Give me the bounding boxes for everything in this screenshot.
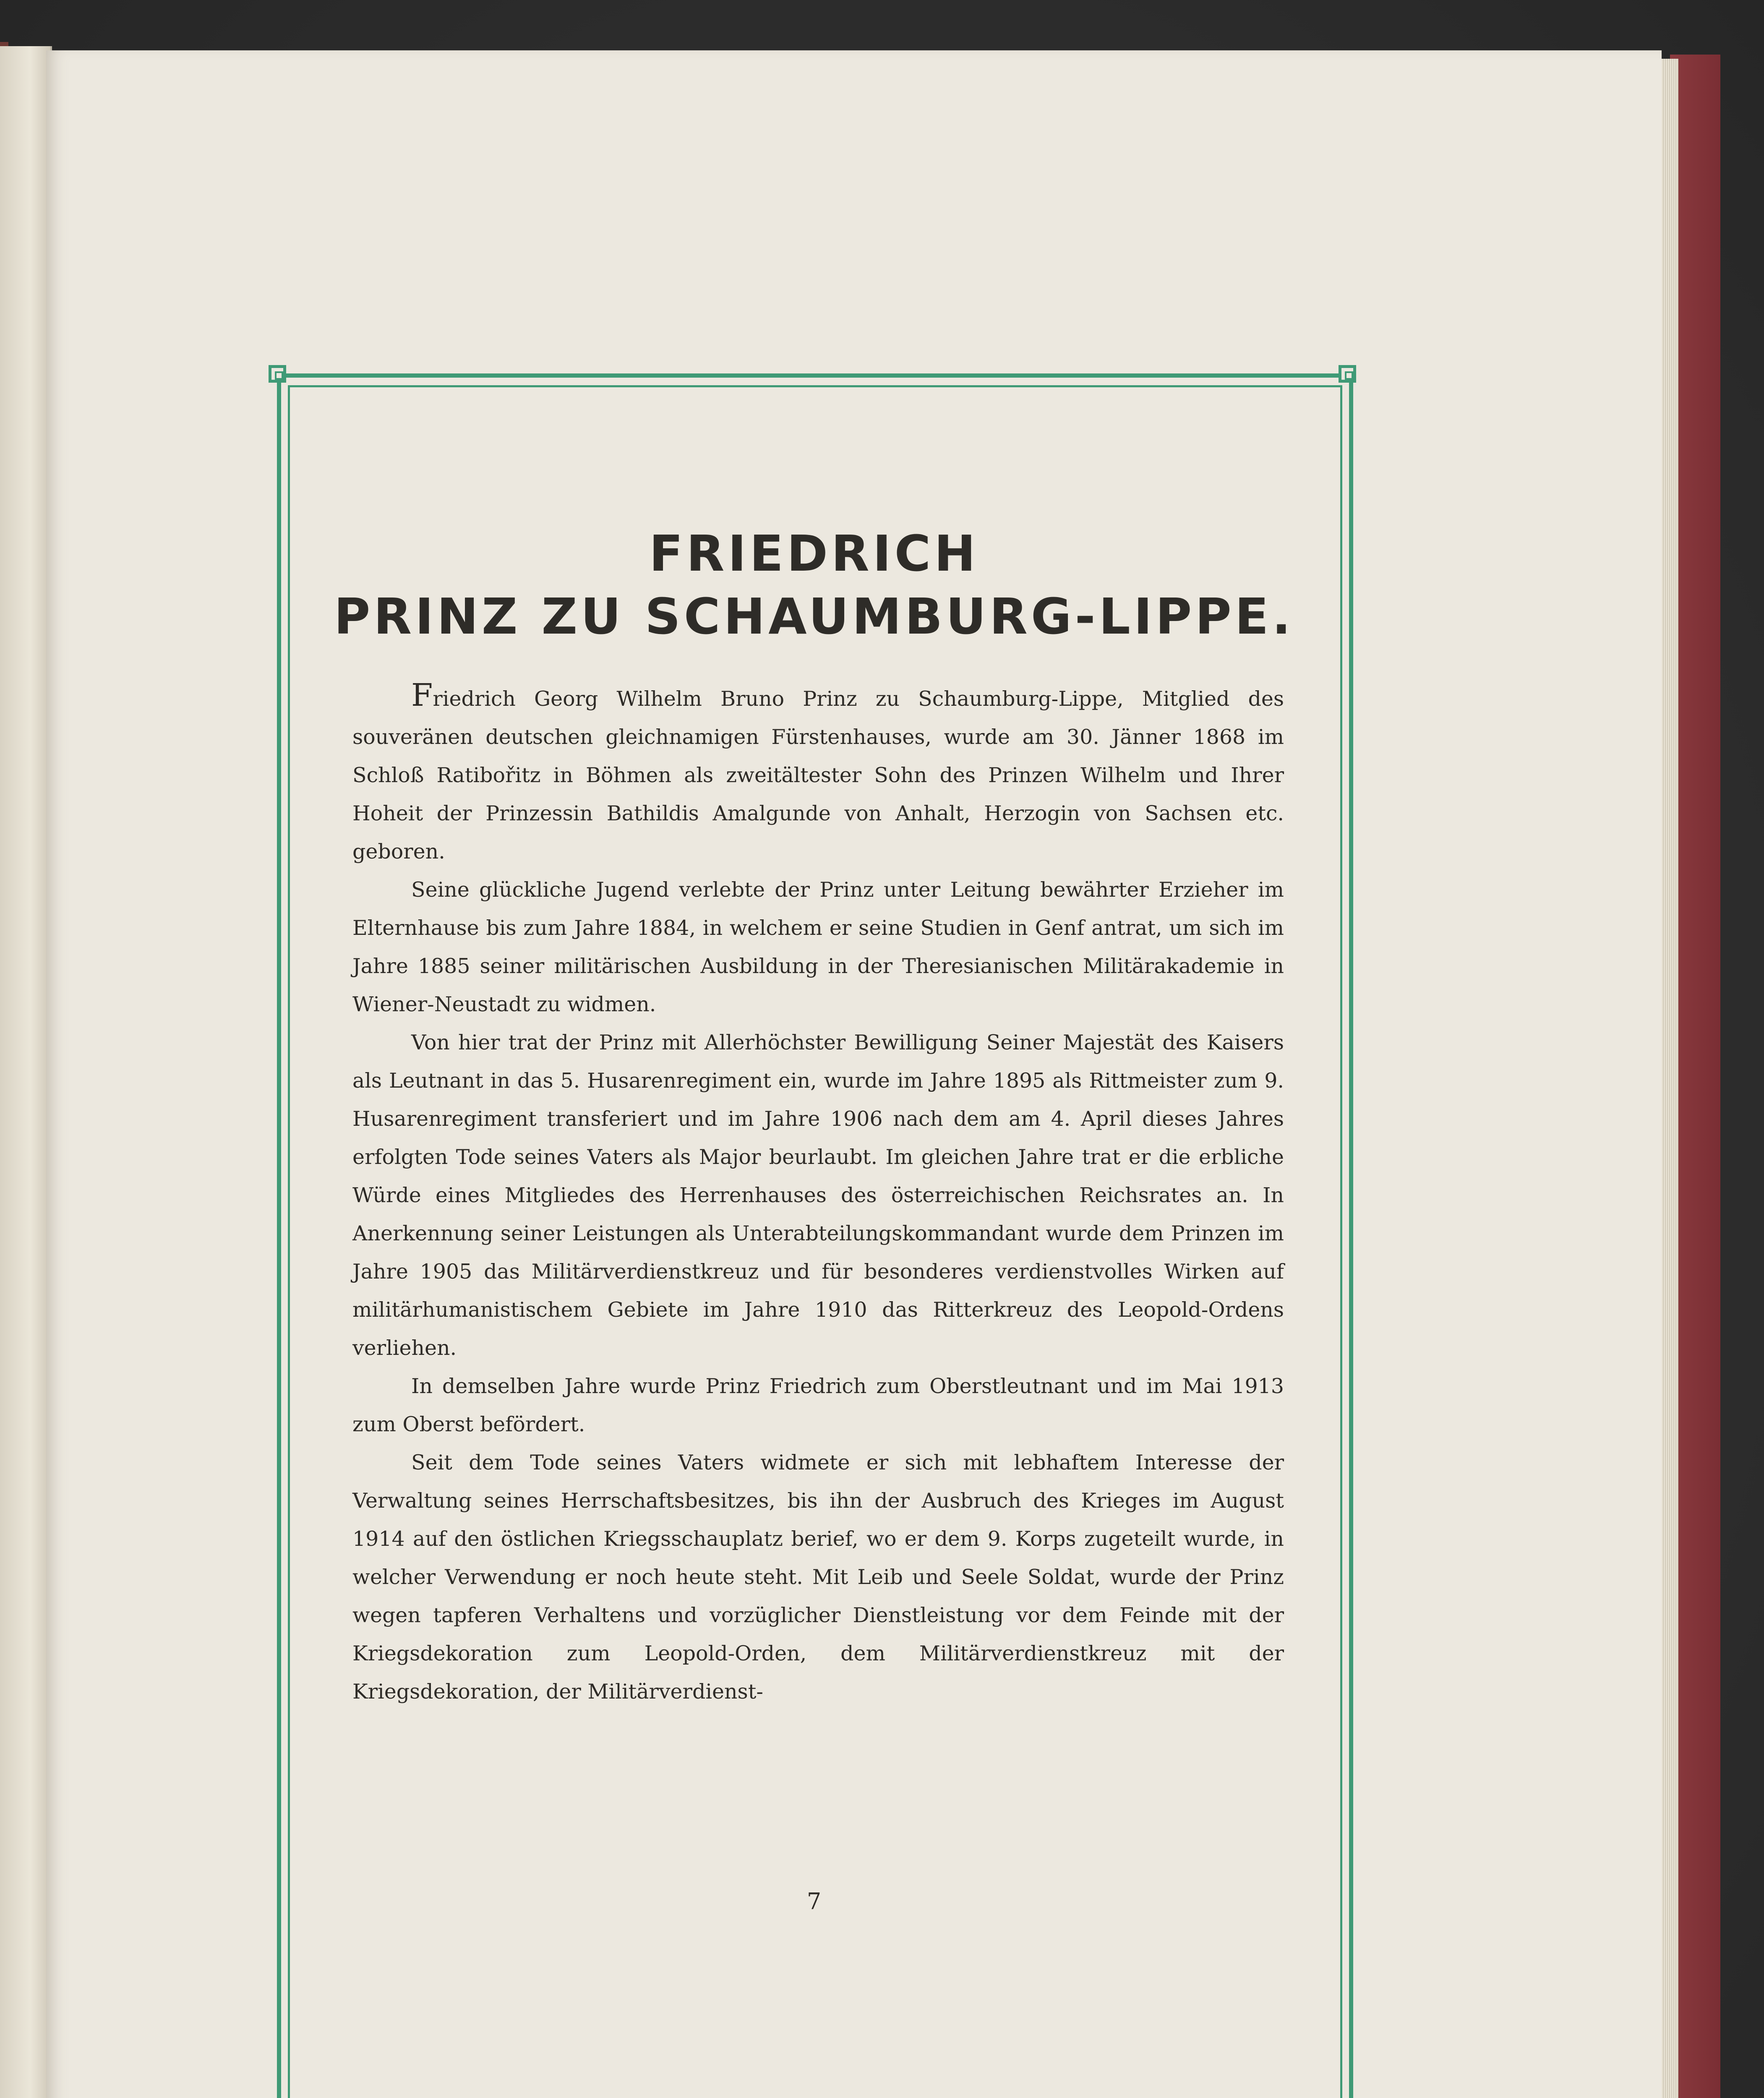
body-text (352, 677, 1284, 1711)
paragraph-3: Von hier trat der Prinz mit Allerhöchster Bewilligung Seiner Majestät des Kaisers als Leutnant in das 5. Husarenregiment ein, wurde im Jahre 1895 als Rittmeister zum 9. Husarenregiment transferiert und im Jahre 1906 nach dem am 4. April dieses Jahres erfolgten Tode seines Vaters als Major beurlaubt. Im gleichen Jahre trat er die erbliche Würde eines Mitgliedes des Herrenhauses des österreichischen Reichsrates an. In Anerkennung seiner Leistungen als Unterabteilungskommandant wurde dem Prinzen im Jahre 1905 das Militärverdienstkreuz und für besonderes verdienstvolles Wirken auf militärhumanistischem Gebiete im Jahre 1910 das Ritterkreuz des Leopold-Ordens verliehen. (352, 1031, 1284, 1360)
initial-letter: F (411, 677, 433, 713)
left-page-edge (0, 46, 52, 2098)
paragraph-1 (352, 677, 1284, 871)
page-number: 7 (806, 1888, 822, 1915)
paragraph-4: In demselben Jahre wurde Prinz Friedrich zum Oberstleutnant und im Mai 1913 zum Oberst befördert. (352, 1374, 1284, 1436)
page-title-line-2: PRINZ ZU SCHAUMBURG-LIPPE. (334, 587, 1294, 645)
paragraph-1-text: riedrich Georg Wilhelm Bruno Prinz zu Schaumburg-Lippe, Mitglied des souveränen deutschen gleichnamigen Fürstenhauses, wurde am 30. Jänner 1868 im Schloß Ratibořitz in Böhmen als zweitältester Sohn des Prinzen Wilhelm und Ihrer Hoheit der Prinzessin Bathildis Amalgunde von Anhalt, Herzogin von Sachsen etc. geboren. (352, 687, 1284, 864)
page-block-edges (1662, 59, 1678, 2098)
frame-corner-top-right (1339, 365, 1356, 383)
paragraph-5: Seit dem Tode seines Vaters widmete er sich mit lebhaftem Interesse der Verwaltung seines Herrschaftsbesitzes, bis ihn der Ausbruch des Krieges im August 1914 auf den östlichen Kriegsschauplatz berief, wo er dem 9. Korps zugeteilt wurde, in welcher Verwendung er noch heute steht. Mit Leib und Seele Soldat, wurde der Prinz wegen tapferen Verhaltens und vorzüglicher Dienstleistung vor dem Feinde mit der Kriegsdekoration zum Leopold-Orden, dem Militärverdienstkreuz mit der Kriegsdekoration, der Militärverdienst- (352, 1451, 1284, 1704)
paragraph-2: Seine glückliche Jugend verlebte der Prinz unter Leitung bewährter Erzieher im Elternhause bis zum Jahre 1884, in welchem er seine Studien in Genf antrat, um sich im Jahre 1885 seiner militärischen Ausbildung in der Theresianischen Militärakademie in Wiener-Neustadt zu widmen. (352, 878, 1284, 1016)
page-title-line-1: FRIEDRICH (649, 524, 979, 582)
frame-corner-top-left (269, 365, 286, 383)
